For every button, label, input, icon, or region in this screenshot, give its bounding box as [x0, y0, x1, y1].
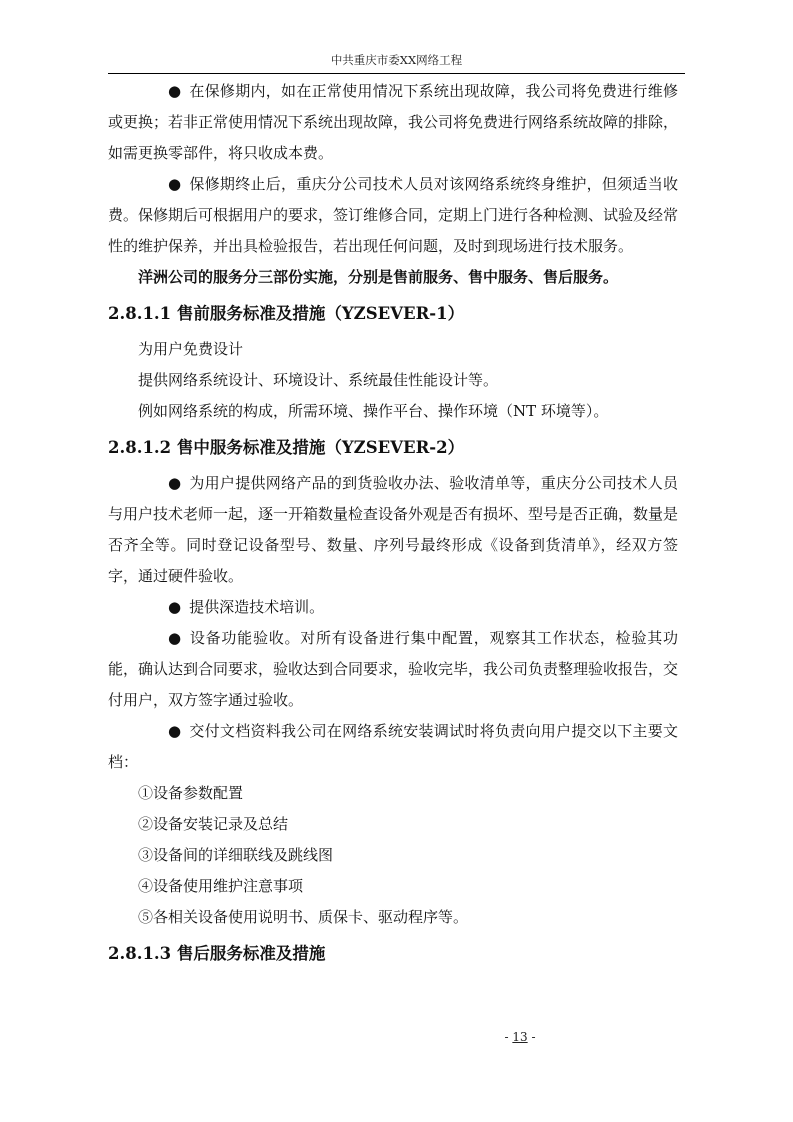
page-header: 中共重庆市委XX网络工程 — [330, 53, 463, 67]
in-sales-paragraph-3: ● 设备功能验收。对所有设备进行集中配置，观察其工作状态，检验其功能，确认达到合同要求，验收达到合同要求，验收完毕，我公司负责整理验收报告，交付用户，双方签字通过验收。 — [108, 623, 678, 716]
service-summary: 洋洲公司的服务分三部份实施，分别是售前服务、售中服务、售后服务。 — [138, 268, 619, 286]
doc-list-item: ③设备间的详细联线及跳线图 — [138, 846, 334, 864]
pre-sales-line-3: 例如网络系统的构成，所需环境、操作平台、操作环境（NT 环境等）。 — [138, 402, 609, 420]
pre-sales-line-2: 提供网络系统设计、环境设计、系统最佳性能设计等。 — [138, 371, 499, 389]
warranty-paragraph-1: ● 在保修期内，如在正常使用情况下系统出现故障，我公司将免费进行维修或更换；若非正常使用情况下系统出现故障，我公司将免费进行网络系统故障的排除，如需更换零部件，将只收成本费。 — [108, 76, 678, 169]
doc-list-item: ⑤各相关设备使用说明书、质保卡、驱动程序等。 — [138, 908, 469, 926]
bullet-icon: ● — [168, 474, 182, 492]
doc-list-item: ①设备参数配置 — [138, 784, 244, 802]
page-number: - 13 - — [504, 1030, 536, 1044]
bullet-icon: ● — [168, 722, 182, 740]
in-sales-paragraph-1: ● 为用户提供网络产品的到货验收办法、验收清单等，重庆分公司技术人员与用户技术老师一起，逐一开箱数量检查设备外观是否有损坏、型号是否正确，数量是否齐全等。同时登记设备型号、数量、序列号最终形成《设备到货清单》，经双方签字，通过硬件验收。 — [108, 468, 678, 592]
header-rule — [108, 73, 685, 74]
doc-list-item: ②设备安装记录及总结 — [138, 815, 289, 833]
in-sales-paragraph-2: ● 提供深造技术培训。 — [108, 592, 678, 623]
page-content — [108, 76, 678, 974]
pre-sales-line-1: 为用户免费设计 — [138, 340, 244, 358]
doc-list-item: ④设备使用维护注意事项 — [138, 877, 304, 895]
section-heading-after-sales: 2.8.1.3 售后服务标准及措施 — [108, 944, 326, 963]
in-sales-paragraph-4: ● 交付文档资料我公司在网络系统安装调试时将负责向用户提交以下主要文档： — [108, 716, 678, 778]
section-heading-pre-sales: 2.8.1.1 售前服务标准及措施（YZSEVER-1） — [108, 304, 465, 323]
bullet-icon: ● — [168, 598, 182, 616]
section-heading-in-sales: 2.8.1.2 售中服务标准及措施（YZSEVER-2） — [108, 438, 465, 457]
bullet-icon: ● — [168, 175, 182, 193]
bullet-icon: ● — [168, 629, 182, 647]
bullet-icon: ● — [168, 82, 182, 100]
page-number-value: 13 — [512, 1030, 528, 1044]
warranty-paragraph-2: ● 保修期终止后，重庆分公司技术人员对该网络系统终身维护，但须适当收费。保修期后可根据用户的要求，签订维修合同，定期上门进行各种检测、试验及经常性的维护保养，并出具检验报告，若出现任何问题，及时到现场进行技术服务。 — [108, 169, 678, 262]
